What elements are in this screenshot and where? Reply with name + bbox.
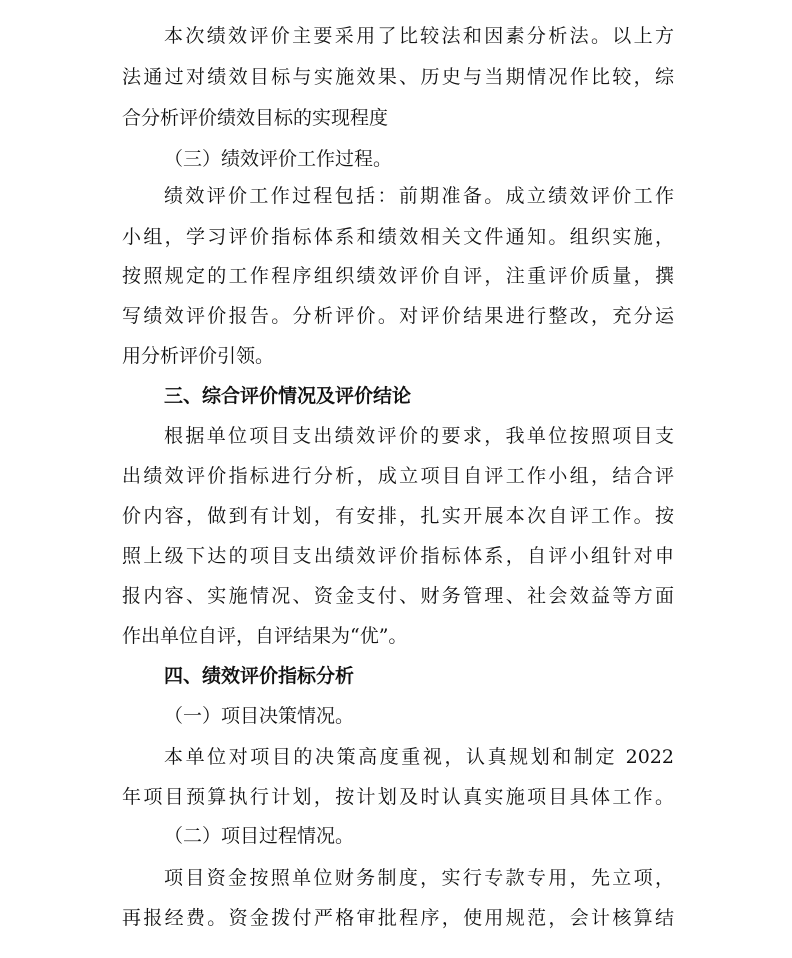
paragraph-line: 合分析评价绩效目标的实现程度 (122, 107, 389, 129)
paragraph-line: 根据单位项目支出绩效评价的要求，我单位按照项目支 (164, 425, 674, 447)
paragraph-line: 绩效评价工作过程包括：前期准备。成立绩效评价工作 (164, 185, 674, 207)
paragraph-line: 报内容、实施情况、资金支付、财务管理、社会效益等方面 (122, 585, 674, 607)
paragraph-line: 项目资金按照单位财务制度，实行专款专用，先立项， (164, 867, 674, 889)
section-subheading: （一）项目决策情况。 (164, 705, 355, 727)
paragraph-line: 照上级下达的项目支出绩效评价指标体系，自评小组针对申 (122, 545, 674, 567)
section-heading: 四、绩效评价指标分析 (164, 665, 355, 687)
paragraph-line: 用分析评价引领。 (122, 345, 275, 367)
section-heading: 三、综合评价情况及评价结论 (164, 385, 412, 407)
section-subheading: （三）绩效评价工作过程。 (164, 148, 393, 170)
paragraph-line: 价内容，做到有计划，有安排，扎实开展本次自评工作。按 (122, 505, 674, 527)
paragraph-line: 作出单位自评，自评结果为“优”。 (122, 625, 408, 647)
paragraph-line: 再报经费。资金拨付严格审批程序，使用规范，会计核算结 (122, 907, 674, 929)
paragraph-line: 本次绩效评价主要采用了比较法和因素分析法。以上方 (164, 25, 674, 47)
paragraph-line: 小组，学习评价指标体系和绩效相关文件通知。组织实施， (122, 226, 674, 248)
section-subheading: （二）项目过程情况。 (164, 825, 355, 847)
paragraph-line: 写绩效评价报告。分析评价。对评价结果进行整改，充分运 (122, 305, 674, 327)
paragraph-line: 出绩效评价指标进行分析，成立项目自评工作小组，结合评 (122, 465, 674, 487)
paragraph-line: 法通过对绩效目标与实施效果、历史与当期情况作比较，综 (122, 66, 674, 88)
paragraph-line: 本单位对项目的决策高度重视，认真规划和制定 2022 (164, 746, 674, 768)
paragraph-line: 年项目预算执行计划，按计划及时认真实施项目具体工作。 (122, 786, 674, 808)
paragraph-line: 按照规定的工作程序组织绩效评价自评，注重评价质量，撰 (122, 265, 674, 287)
